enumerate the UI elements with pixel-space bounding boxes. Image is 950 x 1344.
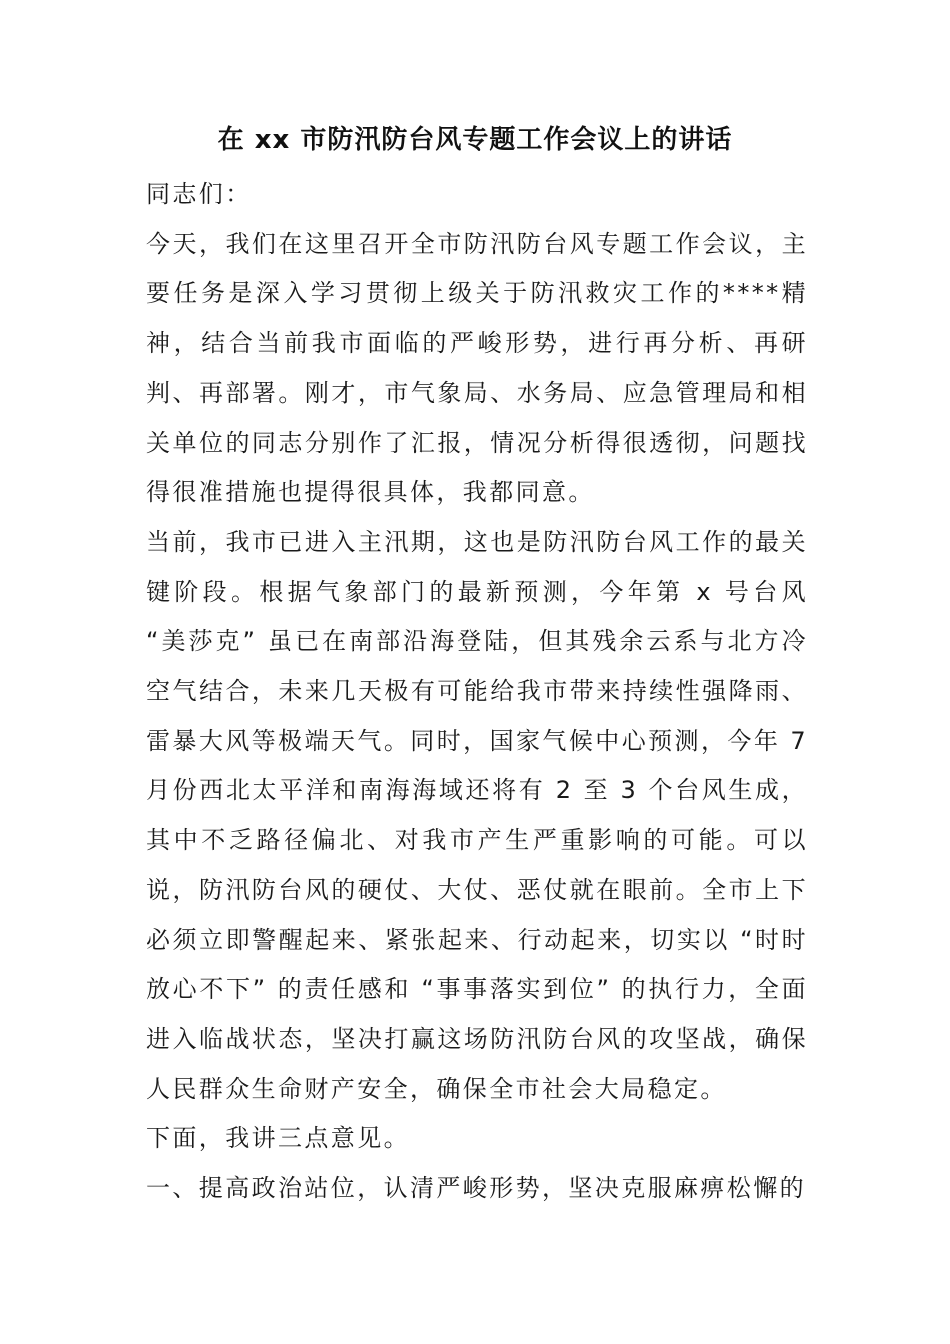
- situation-paragraph: 当前，我市已进入主汛期，这也是防汛防台风工作的最关键阶段。根据气象部门的最新预测，今年第 x 号台风 “美莎克” 虽已在南部沿海登陆，但其残余云系与北方冷空气结合，未来几天极有可能给我市带来持续性强降雨、雷暴大风等极端天气。同时，国家气候中心预测，今年 7 月份西北太平洋和南海海域还将有 2 至 3 个台风生成，其中不乏路径偏北、对我市产生严重影响的可能。可以说，防汛防台风的硬仗、大仗、恶仗就在眼前。全市上下必须立即警醒起来、紧张起来、行动起来，切实以 “时时放心不下” 的责任感和 “事事落实到位” 的执行力，全面进入临战状态，坚决打赢这场防汛防台风的攻坚战，确保人民群众生命财产安全，确保全市社会大局稳定。: [146, 527, 808, 1103]
- transition-paragraph: 下面，我讲三点意见。: [146, 1124, 410, 1153]
- document-body: [146, 170, 808, 1214]
- section-heading-paragraph: 一、提高政治站位，认清严峻形势，坚决克服麻痹松懈的: [146, 1174, 806, 1203]
- salutation-paragraph: 同志们：: [146, 180, 252, 208]
- opening-paragraph: 今天，我们在这里召开全市防汛防台风专题工作会议，主要任务是深入学习贯彻上级关于防汛救灾工作的****精神，结合当前我市面临的严峻形势，进行再分析、再研判、再部署。刚才，市气象局、水务局、应急管理局和相关单位的同志分别作了汇报，情况分析得很透彻，问题找得很准措施也提得很具体，我都同意。: [146, 229, 808, 507]
- document-title: 在 xx 市防汛防台风专题工作会议上的讲话: [217, 125, 733, 155]
